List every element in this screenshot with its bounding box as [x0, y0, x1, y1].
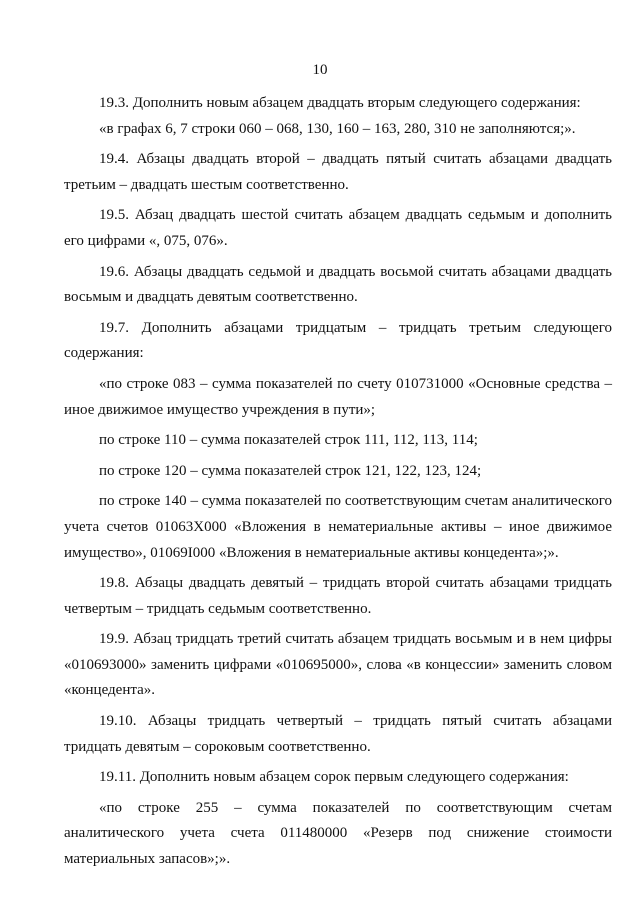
paragraph-19-3-quote: «в графах 6, 7 строки 060 – 068, 130, 160 – 163, 280, 310 не заполняются;». — [99, 120, 576, 137]
paragraph-19-3: 19.3. Дополнить новым абзацем двадцать вторым следующего содержания: — [99, 95, 581, 111]
page-number: 10 — [312, 62, 328, 78]
document-body — [64, 91, 612, 873]
paragraph-19-11-line-255: «по строке 255 – сумма показателей по соответствующим счетам аналитического учета счета 011480000 «Резерв под снижение стоимости материальных запасов»;». — [64, 799, 612, 868]
paragraph-19-7-line-140: по строке 140 – сумма показателей по соответствующим счетам аналитического учета счетов 01063Х000 «Вложения в нематериальные активы – иное движимое имущество», 01069I000 «Вложения в нематериальные активы концедента»;». — [64, 493, 612, 561]
paragraph-19-4: 19.4. Абзацы двадцать второй – двадцать пятый считать абзацами двадцать третьим – двадцать шестым соответственно. — [64, 151, 612, 193]
paragraph-19-9: 19.9. Абзац тридцать третий считать абзацем тридцать восьмым и в нем цифры «010693000» заменить цифрами «010695000», слова «в концессии» заменить словом «концедента». — [64, 631, 612, 699]
paragraph-19-7: 19.7. Дополнить абзацами тридцатым – тридцать третьим следующего содержания: — [64, 319, 612, 362]
paragraph-19-10: 19.10. Абзацы тридцать четвертый – тридцать пятый считать абзацами тридцать девятым – сороковым соответственно. — [64, 713, 612, 755]
paragraph-19-11: 19.11. Дополнить новым абзацем сорок первым следующего содержания: — [99, 769, 569, 786]
paragraph-19-5: 19.5. Абзац двадцать шестой считать абзацем двадцать седьмым и дополнить его цифрами «, 075, 076». — [64, 207, 612, 249]
paragraph-19-7-line-120: по строке 120 – сумма показателей строк 121, 122, 123, 124; — [99, 462, 482, 479]
paragraph-19-8: 19.8. Абзацы двадцать девятый – тридцать второй считать абзацами тридцать четвертым – тридцать седьмым соответственно. — [64, 575, 612, 617]
paragraph-19-7-line-083: «по строке 083 – сумма показателей по счету 010731000 «Основные средства – иное движимое имущество учреждения в пути»; — [64, 375, 612, 418]
paragraph-19-7-line-110: по строке 110 – сумма показателей строк 111, 112, 113, 114; — [99, 432, 478, 449]
paragraph-19-6: 19.6. Абзацы двадцать седьмой и двадцать восьмой считать абзацами двадцать восьмым и двадцать девятым соответственно. — [64, 263, 612, 306]
